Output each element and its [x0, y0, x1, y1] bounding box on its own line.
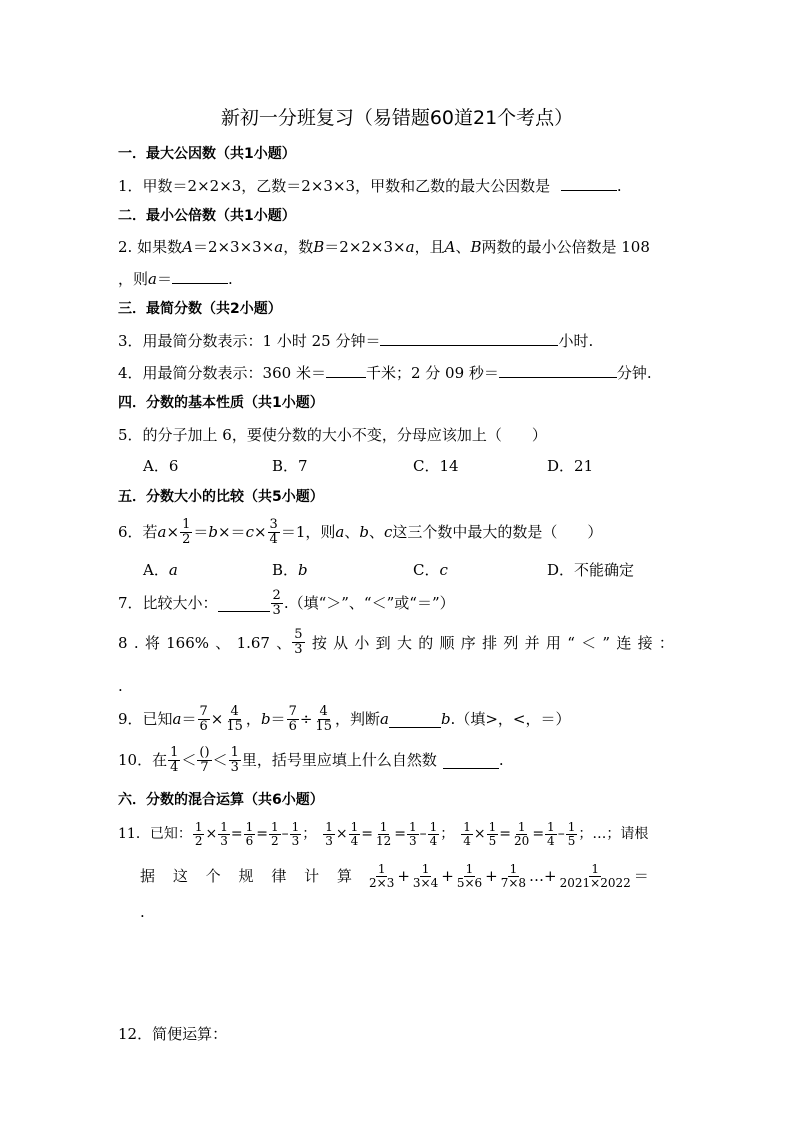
question-1 — [118, 175, 622, 196]
q8-char: ＜ — [581, 633, 597, 652]
q6-text: 、 — [344, 523, 360, 541]
numerator: 1 — [220, 819, 228, 834]
question-8-line-2: . — [118, 677, 123, 695]
numerator: 7 — [288, 703, 297, 719]
q8-char: 166% — [166, 633, 210, 652]
q6-text: ×＝ — [217, 523, 246, 541]
numerator: 1 — [567, 819, 576, 834]
fraction — [407, 821, 419, 848]
numerator: 1 — [270, 819, 279, 834]
numerator: 5 — [294, 627, 303, 642]
comma: ， — [245, 710, 261, 728]
section-heading-1: 一．最大公因数（共1小题） — [118, 146, 296, 162]
fraction — [411, 863, 440, 890]
q2-text: ，且 — [414, 238, 445, 256]
var-c: c — [383, 523, 393, 541]
q6-text: ＝1，则 — [280, 523, 336, 541]
q2-text: ＝2×2×3× — [324, 238, 406, 256]
plus-sign: + — [441, 867, 454, 885]
q11-text: …；请根 — [592, 826, 649, 842]
var-a: a — [274, 238, 284, 256]
q2-text: ＝ — [156, 270, 172, 288]
denominator: 3 — [230, 759, 239, 775]
denominator: 2 — [270, 833, 279, 848]
question-8-line-1 — [118, 628, 674, 662]
var-B: B — [313, 238, 325, 256]
q6-text: 这三个数中最大的数是（ ） — [392, 523, 603, 541]
q10-end: . — [498, 751, 504, 769]
var-c: c — [245, 523, 254, 541]
q8-char: . — [133, 633, 139, 652]
q8-char: 列 — [503, 633, 519, 652]
question-11-line-3: . — [140, 903, 145, 921]
denominator: 2×3 — [369, 875, 395, 890]
answer-blank[interactable] — [561, 175, 617, 191]
equals-sign: ＝ — [181, 710, 197, 728]
times-sign: × — [253, 523, 267, 541]
q8-char: 从 — [333, 633, 349, 652]
semicolon: ； — [302, 826, 317, 842]
q2-end: . — [227, 270, 233, 288]
q11-char: 规 — [238, 867, 254, 885]
fraction — [197, 746, 211, 775]
equals-sign: ＝ — [193, 523, 209, 541]
q8-char: 的 — [418, 633, 434, 652]
fraction — [290, 821, 302, 848]
denominator: 3 — [291, 833, 300, 848]
numerator: 1 — [377, 861, 386, 876]
q8-char: “ — [567, 633, 575, 652]
fraction — [545, 821, 557, 848]
fraction — [512, 821, 531, 848]
answer-blank[interactable] — [172, 268, 228, 284]
q11-char: 个 — [205, 867, 221, 885]
q8-fraction-group — [276, 628, 305, 657]
var-b: b — [359, 523, 369, 541]
less-than-sign: ＜ — [181, 751, 197, 769]
q8-char: 序 — [460, 633, 476, 652]
numerator: 1 — [591, 861, 600, 876]
q6-text: 6．若 — [118, 523, 158, 541]
answer-blank[interactable] — [218, 595, 270, 612]
fraction — [268, 518, 280, 547]
numerator: 1 — [421, 861, 430, 876]
question-12: 12．简便运算： — [118, 1025, 228, 1043]
q9-text: ，判断 — [334, 710, 380, 728]
q8-char: 用 — [545, 633, 561, 652]
q6-option-b[interactable] — [272, 560, 308, 580]
q8-char: 、 — [276, 633, 292, 652]
question-11-line-2 — [140, 858, 649, 894]
q2-text: 两数的最小公倍数是 108 — [481, 238, 650, 256]
q4-text: 4．用最简分数表示：360 米＝ — [118, 364, 326, 382]
page-title: 新初一分班复习（易错题60道21个考点） — [220, 107, 574, 129]
section-heading-4: 四．分数的基本性质（共1小题） — [118, 395, 324, 411]
denominator: 3 — [272, 602, 281, 618]
semicolon: ； — [578, 826, 593, 842]
q9-end: .（填>，<，＝） — [450, 710, 571, 728]
q11-char: 计 — [304, 867, 320, 885]
q8-char: 将 — [144, 633, 160, 652]
numerator: 1 — [230, 744, 239, 760]
numerator: 1 — [350, 819, 359, 834]
equals-sign: = — [532, 826, 545, 842]
numerator: 1 — [509, 861, 518, 876]
numerator: 3 — [269, 516, 278, 532]
denominator: 3×4 — [412, 875, 439, 890]
q8-char: 按 — [311, 633, 327, 652]
denominator: 15 — [315, 718, 332, 734]
var-a: a — [168, 561, 178, 579]
numerator: 2 — [272, 587, 281, 603]
q6-option-c[interactable] — [413, 560, 448, 580]
minus-sign: – — [557, 826, 565, 842]
denominator: 2 — [194, 833, 203, 848]
numerator: 1 — [463, 819, 471, 834]
var-c: c — [439, 561, 448, 579]
denominator: 2021×2022 — [559, 875, 631, 890]
numerator: 1 — [409, 819, 417, 834]
plus-sign: + — [397, 867, 410, 885]
option-label: A． — [143, 561, 169, 579]
q5-option-c[interactable]: C．14 — [413, 457, 459, 475]
fraction — [244, 821, 256, 848]
q7-text: .（填“＞”、“＜”或“＝”） — [283, 594, 455, 612]
q8-char: 排 — [482, 633, 498, 652]
times-sign: × — [166, 523, 180, 541]
question-7 — [118, 586, 455, 620]
numerator: 4 — [319, 703, 328, 719]
fraction — [168, 746, 180, 775]
fraction — [313, 705, 334, 734]
q2-text: 、 — [455, 238, 471, 256]
var-b: b — [208, 523, 218, 541]
denominator: 5×6 — [456, 875, 483, 890]
option-label: C． — [413, 561, 440, 579]
q6-option-a[interactable] — [143, 560, 178, 580]
q8-char: ： — [658, 633, 674, 652]
q4-text: 千米；2 分 09 秒＝ — [365, 364, 499, 382]
denominator: 4 — [350, 833, 359, 848]
numerator: 1 — [325, 819, 333, 834]
section-heading-6: 六．分数的混合运算（共6小题） — [118, 792, 324, 808]
fraction — [558, 863, 633, 890]
ellipsis: … — [529, 867, 545, 885]
numerator: 1 — [517, 819, 526, 834]
denominator: 4 — [463, 833, 471, 848]
q8-char: 8 — [118, 633, 128, 652]
var-a: a — [405, 238, 415, 256]
q11-char: 这 — [172, 867, 188, 885]
fraction — [287, 705, 299, 734]
q2-text: 2. 如果数 — [118, 238, 183, 256]
fraction — [461, 821, 473, 848]
fraction — [224, 705, 245, 734]
var-a: a — [157, 523, 167, 541]
question-5: 5．的分子加上 6，要使分数的大小不变，分母应该加上（ ） — [118, 426, 547, 444]
fraction — [218, 821, 230, 848]
q6-option-d[interactable]: D．不能确定 — [547, 561, 635, 579]
plus-sign: + — [485, 867, 498, 885]
numerator: 4 — [230, 703, 239, 719]
fraction — [180, 518, 192, 547]
numerator: 1 — [194, 819, 203, 834]
fraction — [367, 863, 396, 890]
q11-text: 11．已知： — [118, 826, 192, 842]
numerator: () — [199, 744, 210, 760]
equals-sign: = — [361, 826, 373, 842]
denominator: 15 — [226, 718, 243, 734]
denominator: 5 — [567, 833, 576, 848]
var-A: A — [182, 238, 193, 256]
fraction — [229, 746, 241, 775]
answer-blank[interactable] — [380, 330, 558, 346]
times-sign: × — [205, 826, 218, 842]
denominator: 4 — [269, 531, 278, 547]
q5-option-b[interactable]: B．7 — [272, 457, 308, 475]
question-1-text: 1．甲数＝2×2×3，乙数＝2×3×3，甲数和乙数的最大公因数是 — [118, 177, 551, 195]
fraction — [349, 821, 361, 848]
question-9 — [118, 702, 570, 736]
fraction — [566, 821, 578, 848]
denominator: 7 — [200, 759, 209, 775]
q8-char: 大 — [396, 633, 412, 652]
q10-text: 10．在 — [118, 751, 168, 769]
section-heading-2: 二．最小公倍数（共1小题） — [118, 208, 296, 224]
fraction — [374, 821, 393, 848]
var-a: a — [379, 710, 389, 728]
numerator: 1 — [182, 516, 191, 532]
q6-text: 、 — [368, 523, 384, 541]
var-a: a — [335, 523, 345, 541]
q8-char: 连 — [616, 633, 632, 652]
fraction — [271, 589, 283, 618]
q11-char: 律 — [271, 867, 287, 885]
q8-char: 小 — [354, 633, 370, 652]
equals-sign: ＝ — [270, 710, 286, 728]
fraction — [292, 628, 304, 657]
equals-sign: = — [499, 826, 512, 842]
fraction — [193, 821, 205, 848]
var-b: b — [260, 710, 271, 728]
var-A: A — [444, 238, 456, 256]
var-b: b — [440, 710, 451, 728]
q5-option-a[interactable]: A．6 — [143, 457, 179, 475]
numerator: 1 — [170, 744, 179, 760]
question-10 — [118, 742, 504, 778]
question-6 — [118, 516, 602, 548]
denominator: 6 — [245, 833, 254, 848]
numerator: 1 — [291, 819, 300, 834]
denominator: 3 — [325, 833, 333, 848]
numerator: 1 — [379, 819, 388, 834]
question-2-line-1 — [118, 237, 650, 257]
q7-text: 7．比较大小： — [118, 594, 218, 612]
denominator: 7×8 — [500, 875, 527, 890]
q4-end: 分钟. — [616, 364, 652, 382]
denominator: 6 — [199, 718, 208, 734]
denominator: 3 — [220, 833, 228, 848]
less-than-sign: ＜ — [212, 751, 228, 769]
equals-sign: = — [230, 826, 243, 842]
denominator: 12 — [375, 833, 392, 848]
denominator: 4 — [429, 833, 438, 848]
q10-text: 里，括号里应填上什么自然数 — [241, 751, 437, 769]
q11-char: 算 — [336, 867, 352, 885]
equals-sign: = — [394, 826, 406, 842]
equals-sign: = — [256, 826, 268, 842]
numerator: 1 — [245, 819, 254, 834]
section-heading-3: 三．最简分数（共2小题） — [118, 301, 282, 317]
q8-justified-row — [118, 628, 674, 657]
numerator: 1 — [465, 861, 474, 876]
var-B: B — [470, 238, 482, 256]
denominator: 6 — [288, 718, 297, 734]
fraction — [428, 821, 440, 848]
answer-blank[interactable] — [326, 362, 366, 378]
times-sign: × — [335, 826, 348, 842]
semicolon: ； — [440, 826, 455, 842]
q3-text: 3．用最简分数表示：1 小时 25 分钟＝ — [118, 332, 381, 350]
var-a: a — [172, 710, 182, 728]
denominator: 5 — [488, 833, 497, 848]
denominator: 20 — [514, 833, 530, 848]
question-3 — [118, 330, 593, 351]
q11-char: 据 — [140, 867, 156, 885]
question-2-line-2 — [118, 268, 233, 289]
q2-text: ＝2×3×3× — [192, 238, 275, 256]
numerator: 1 — [547, 819, 555, 834]
times-sign: × — [210, 710, 224, 728]
section-heading-5: 五．分数大小的比较（共5小题） — [118, 489, 324, 505]
numerator: 7 — [199, 703, 208, 719]
q8-char: 顺 — [439, 633, 455, 652]
fraction — [499, 863, 528, 890]
fraction — [198, 705, 210, 734]
q2-text: ，数 — [283, 238, 314, 256]
q8-char: 、 — [215, 633, 231, 652]
equals-sign: ＝ — [633, 867, 649, 885]
q8-char: 并 — [524, 633, 540, 652]
minus-sign: – — [419, 826, 427, 842]
q9-text: 9．已知 — [118, 710, 173, 728]
fraction — [323, 821, 335, 848]
q3-end: 小时. — [558, 332, 594, 350]
fraction — [487, 821, 499, 848]
denominator: 4 — [547, 833, 555, 848]
var-b: b — [298, 561, 308, 579]
divide-sign: ÷ — [299, 710, 313, 728]
minus-sign: – — [281, 826, 289, 842]
q8-char: 接 — [637, 633, 653, 652]
denominator: 4 — [170, 759, 179, 775]
q8-char: 1.67 — [236, 633, 270, 652]
times-sign: × — [473, 826, 486, 842]
answer-blank[interactable] — [499, 362, 617, 378]
question-11-line-1 — [118, 816, 648, 852]
answer-blank[interactable] — [443, 752, 499, 769]
question-1-end: . — [616, 177, 622, 195]
option-label: B． — [272, 561, 299, 579]
q5-option-d[interactable]: D．21 — [547, 457, 594, 475]
fraction — [455, 863, 484, 890]
q8-char: ” — [602, 633, 611, 652]
var-a: a — [148, 270, 157, 288]
q8-char: 到 — [375, 633, 391, 652]
denominator: 3 — [294, 642, 303, 657]
denominator: 3 — [409, 833, 417, 848]
fraction — [269, 821, 281, 848]
numerator: 1 — [429, 819, 438, 834]
q11-justified-words — [140, 866, 352, 886]
numerator: 1 — [488, 819, 497, 834]
q2-text: ，则 — [118, 270, 149, 288]
denominator: 2 — [182, 531, 191, 547]
question-4 — [118, 362, 652, 383]
answer-blank[interactable] — [389, 711, 441, 728]
plus-sign: + — [544, 867, 557, 885]
